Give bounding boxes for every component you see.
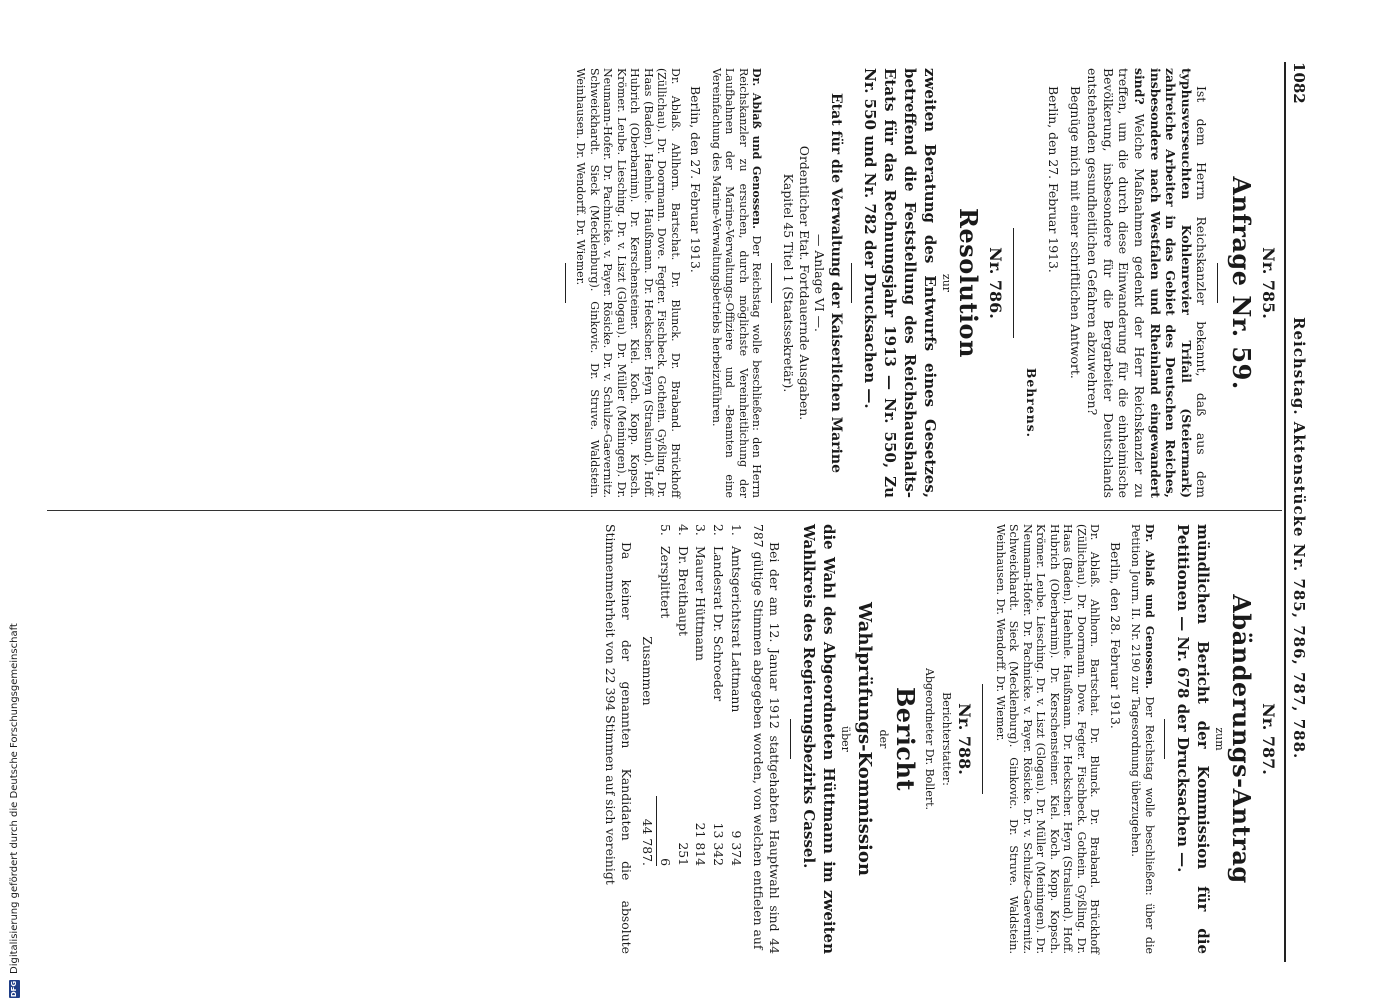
doc-787-title: Abänderungs-Antrag [1227,594,1257,884]
dfg-logo: DFG [9,980,18,998]
doc-787-motion-lead: Dr. Ablaß und Genossen. [1142,524,1156,689]
doc-786-etat-title: Etat für die Verwaltung der Kaiserlichen Marine [827,93,844,473]
doc-788-closing: Da keiner der genannten Kandidaten die absolute Stimmenmehrheit von 22 394 Stimmen auf sich vereinigt [603,524,634,954]
result-votes: 21 814 [693,822,709,866]
vote-results-table [638,524,745,866]
divider [1164,719,1165,759]
page-number: 1082 [1290,62,1308,104]
doc-788-number: Nr. 788. [955,703,975,775]
doc-786-zur: zur [940,273,954,293]
doc-788-reporter: Abgeordneter Dr. Bollert. [923,667,937,811]
doc-788-headline: die Wahl des Abgeordneten Hüttmann im zweiten Wahlkreis des Regierungsbezirks Cassel. [799,524,838,954]
doc-785-date: Berlin, den 27. Februar 1913. [1046,86,1062,273]
divider [1013,228,1014,338]
doc-785-number: Nr. 785. [1259,247,1278,319]
divider [771,263,772,303]
result-votes: 6 [658,858,674,866]
doc-786-number: Nr. 786. [985,247,1005,319]
doc-786-date: Berlin, den 27. Februar 1913. [688,86,704,273]
doc-787-signers: Dr. Ablaß. Ahlhorn. Bartschat. Dr. Blunck. Dr. Braband. Brückhoff (Züllichau). Dr. Doormann. Dove. Fegter. Fischbeck. Gothein. Gyßling. Dr. Haas (Baden). Haehnle. Haußmann. Dr. Heckscher. Heyn (Stralsund). Hoff. Hubrich (Oberbarnim). Dr. Kerschensteiner. Kiel. Koch. Kopp. Kopsch. Krömer. Leube. Liesching. Dr. v. Liszt (Glogau). Dr. Müller (Meiningen). Dr. Neumann-Hofer. Dr. Pachnicke. v. Payer. Rösicke. Dr. v. Schulze-Gaevernitz. Schweickhardt. Sieck (Mecklenburg). Ginkovic. Dr. Struve. Waldstein. Weinhausen. Dr. Wendorff. Dr. Wiemer. [993,524,1102,954]
result-index: 3. [693,524,709,536]
doc-785-body-rest: Welche Maßnahmen gedenkt der Herr Reichskanzler zu treffen, um die durch diese Einwanderung für die einheimische Bevölkerung, insbesondere für die Bergarbeiter Deutschlands entstehenden gesundheitlichen Gefahren abzuwehren? [1085,68,1148,498]
funding-attribution [6,12,22,998]
left-column [557,68,1278,498]
doc-786-headline: zweiten Beratung des Entwurfs eines Gesetzes, betreffend die Feststellung des Reichshaushalts-Etats für das Rechnungsjahr 1913 — Nr. 550, Zu Nr. 550 und Nr. 782 der Drucksachen —. [860,68,939,498]
doc-785-closing: Begnüge mich mit einer schriftlichen Antwort. [1067,86,1083,379]
doc-788-commission: Wahlprüfungs-Kommission [854,602,876,876]
doc-788-der: der [876,729,890,749]
result-votes: 251 [675,842,691,866]
doc-786-line2: Kapitel 45 Titel 1 (Staatssekretär). [781,173,796,393]
result-index: 4. [675,524,691,536]
result-index: 2. [710,524,726,536]
doc-787-zum: zum [1213,727,1227,751]
result-candidate: Dr. Breithaupt [675,546,691,636]
result-candidate: Amtsgerichtsrat Lattmann [728,546,744,713]
total-votes: 44 787. [638,796,656,866]
result-candidate: Landesrat Dr. Schroeder [710,546,726,702]
header-rule [1284,62,1286,962]
doc-785-body-bold: typhusverseuchten Kohlenrevier Trifail (Steiermark) zahlreiche Arbeiter in das Gebiet des Deutschen Reiches, insbesondere nach Westfalen und Rheinland eingewandert sind? [1132,68,1194,498]
doc-787-date: Berlin, den 28. Februar 1913. [1107,542,1123,729]
doc-786-line1: Ordentlicher Etat. Fortdauernde Ausgaben. [796,145,812,421]
doc-786-title: Resolution [954,208,984,358]
attribution-text: Digitalisierung gefördert durch die Deutsche Forschungsgemeinschaft [8,623,20,974]
doc-788-intro: Bei der am 12. Januar 1912 stattgehabten Hauptwahl sind 44 787 gültige Stimmen abgegeben worden, von welchen entfielen auf [751,524,782,954]
total-label: Zusammen [640,636,656,706]
result-candidate: Zersplittert [658,546,674,619]
table-row [692,524,710,866]
divider [1217,263,1218,303]
doc-786-signers: Dr. Ablaß. Ahlhorn. Bartschat. Dr. Blunck. Dr. Braband. Brückhoff (Züllichau). Dr. Doormann. Dove. Fegter. Fischbeck. Gothein. Gyßling. Dr. Haas (Baden). Haehnle. Haußmann. Dr. Heckscher. Heyn (Stralsund). Hoff. Hubrich (Oberbarnim). Dr. Kerschensteiner. Kiel. Koch. Kopp. Kopsch. Krömer. Leube. Liesching. Dr. v. Liszt (Glogau). Dr. Müller (Meiningen). Dr. Neumann-Hofer. Dr. Pachnicke. v. Payer. Rösicke. Dr. v. Schulze-Gaevernitz. Schweickhardt. Sieck (Mecklenburg). Ginkovic. Dr. Struve. Waldstein. Weinhausen. Dr. Wendorff. Dr. Wiemer. [574,68,682,498]
column-divider [47,510,1282,511]
doc-788-title: Bericht [890,687,920,791]
running-head: Reichstag. Aktenstücke Nr. 785, 786, 787, 788. [1290,317,1308,760]
doc-787-motion-text: Der Reichstag wolle beschließen: über die Petition Journ. II. Nr. 2190 zur Tagesordnung überzugehen. [1129,524,1156,954]
divider [565,263,566,303]
doc-786-motion-lead: Dr. Ablaß und Genossen. [750,68,764,229]
doc-786-anlage: — Anlage VI —. [812,234,828,332]
total-spacer [638,524,656,546]
divider [982,684,983,794]
doc-785-body-lead: Ist dem Herrn Reichskanzler bekannt, daß aus dem [1194,86,1210,498]
document-page [42,62,1312,962]
doc-788-reporter-label: Berichterstatter: [939,692,953,786]
table-row [674,524,692,866]
page-header [1286,62,1308,962]
doc-785-body [1085,68,1210,498]
table-row [656,524,674,866]
divider [790,719,791,759]
table-row [727,524,745,866]
doc-785-signature: Behrens. [1024,367,1040,438]
doc-785-title: Anfrage Nr. 59. [1227,176,1257,390]
result-candidate: Maurer Hüttmann [693,546,709,662]
doc-786-motion-text: Der Reichstag wolle beschließen: den Herrn Reichskanzler zu ersuchen, durch möglichste Vereinheitlichung der Laufbahnen der Marine-Verwaltungs-Offiziere und -Beamten eine Vereinfachung des Marine-Verwaltungsbetriebs herbeizuführen. [709,68,764,498]
divider [851,263,852,303]
result-votes: 9 374 [728,830,744,866]
result-votes: 13 342 [710,822,726,866]
doc-787-headline: mündlichen Bericht der Kommission für die Petitionen — Nr. 678 der Drucksachen —. [1173,524,1212,954]
doc-788-ueber: über [839,726,853,752]
doc-787-number: Nr. 787. [1259,703,1278,775]
doc-786-motion [709,68,763,498]
result-index: 1. [728,524,744,536]
table-row [709,524,727,866]
total-row [638,524,656,866]
result-index: 5. [658,524,674,536]
right-column [601,524,1278,954]
doc-787-motion [1129,524,1156,954]
